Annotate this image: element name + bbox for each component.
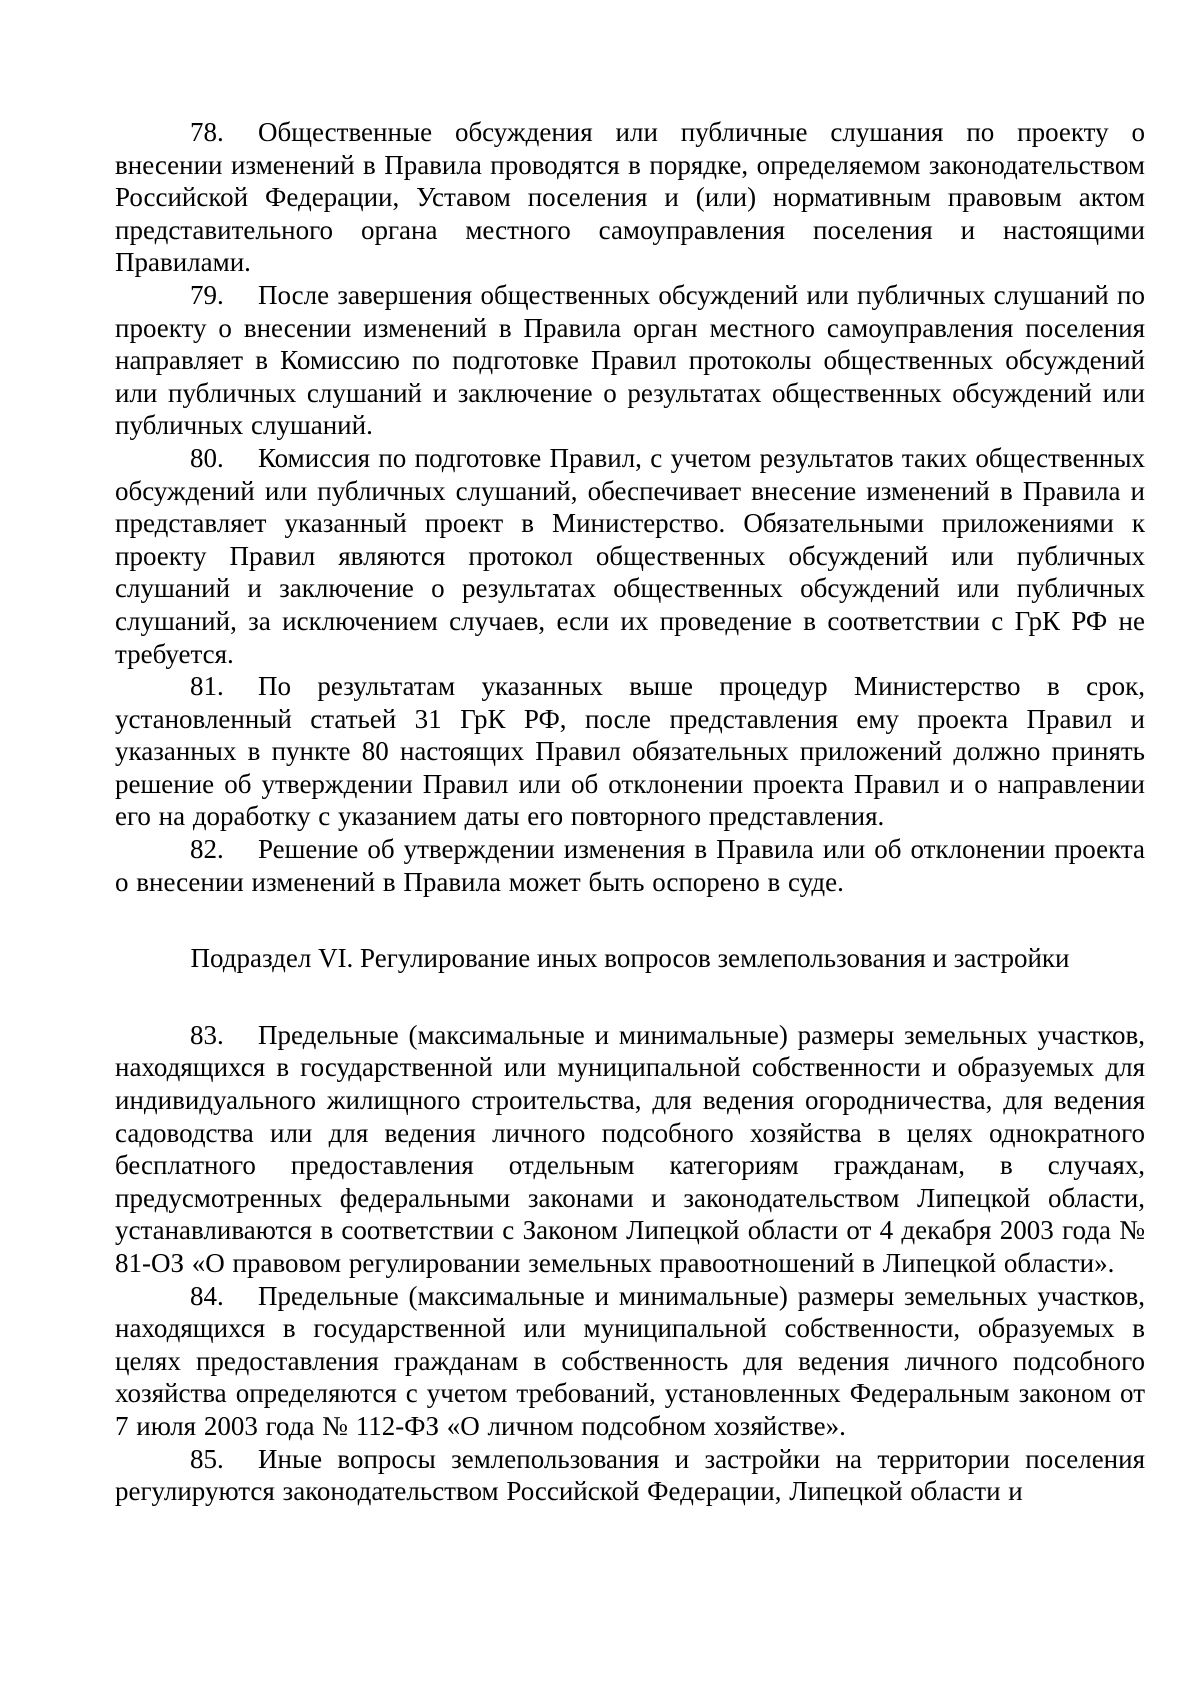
- paragraph-text: По результатам указанных выше процедур Министерство в срок, установленный статьей 31 ГрК РФ, после представления ему проекта Правил и указанных в пункте 80 настоящих Правил обязательных приложений должно принять решение об утверждении Правил или об отклонении проекта Правил и о направлении его на доработку с указанием даты его повторного представления.: [115, 671, 1145, 832]
- paragraph-78: [115, 116, 1145, 279]
- paragraph-79: [115, 279, 1145, 442]
- paragraph-text: Предельные (максимальные и минимальные) размеры земельных участков, находящихся в государственной или муниципальной собственности, образуемых в целях предоставления гражданам в собственность для ведения личного подсобного хозяйства определяются с учетом требований, установленных Федеральным законом от 7 июля 2003 года № 112-ФЗ «О личном подсобном хозяйстве».: [115, 1280, 1145, 1441]
- paragraph-text: Иные вопросы землепользования и застройки на территории поселения регулируются законодательством Российской Федерации, Липецкой области и: [115, 1443, 1145, 1507]
- paragraph-81: [115, 670, 1145, 833]
- paragraph-number: 81.: [190, 671, 224, 702]
- paragraph-number: 79.: [190, 279, 224, 310]
- paragraph-number: 82.: [190, 834, 224, 865]
- document-page: [115, 116, 1145, 1508]
- paragraph-85: [115, 1443, 1145, 1508]
- paragraph-number: 78.: [190, 117, 224, 147]
- paragraph-text: Предельные (максимальные и минимальные) размеры земельных участков, находящихся в государственной или муниципальной собственности и образуемых для индивидуального жилищного строительства, для ведения огородничества, для ведения садоводства или для ведения личного подсобного хозяйства в целях однократного бесплатного предоставления отдельным категориям гражданам, в случаях, предусмотренных федеральными законами и законодательством Липецкой области, устанавливаются в соответствии с Законом Липецкой области от 4 декабря 2003 года № 81-ОЗ «О правовом регулировании земельных правоотношений в Липецкой области».: [115, 1019, 1145, 1278]
- paragraph-83: [115, 1019, 1145, 1280]
- paragraph-text: Общественные обсуждения или публичные слушания по проекту о внесении изменений в Правила проводятся в порядке, определяемом законодательством Российской Федерации, Уставом поселения и (или) нормативным правовым актом представительного органа местного самоуправления поселения и настоящими Правилами.: [115, 117, 1145, 278]
- paragraph-text: Решение об утверждении изменения в Правила или об отклонении проекта о внесении изменений в Правила может быть оспорено в суде.: [115, 834, 1145, 897]
- paragraph-text: После завершения общественных обсуждений или публичных слушаний по проекту о внесении изменений в Правила орган местного самоуправления поселения направляет в Комиссию по подготовке Правил протоколы общественных обсуждений или публичных слушаний и заключение о результатах общественных обсуждений или публичных слушаний.: [115, 279, 1145, 441]
- paragraph-number: 80.: [190, 442, 224, 473]
- paragraph-84: [115, 1280, 1145, 1443]
- paragraph-number: 83.: [190, 1019, 224, 1050]
- paragraph-text: Комиссия по подготовке Правил, с учетом результатов таких общественных обсуждений или публичных слушаний, обеспечивает внесение изменений в Правила и представляет указанный проект в Министерство. Обязательными приложениями к проекту Правил являются протокол общественных обсуждений или публичных слушаний и заключение о результатах общественных обсуждений или публичных слушаний, за исключением случаев, если их проведение в соответствии с ГрК РФ не требуется.: [115, 442, 1145, 669]
- paragraph-number: 85.: [190, 1443, 224, 1474]
- paragraph-82: [115, 833, 1145, 898]
- paragraph-80: [115, 442, 1145, 670]
- section-heading: Подраздел VI. Регулирование иных вопросов землепользования и застройки: [190, 943, 1070, 974]
- paragraph-number: 84.: [190, 1280, 224, 1311]
